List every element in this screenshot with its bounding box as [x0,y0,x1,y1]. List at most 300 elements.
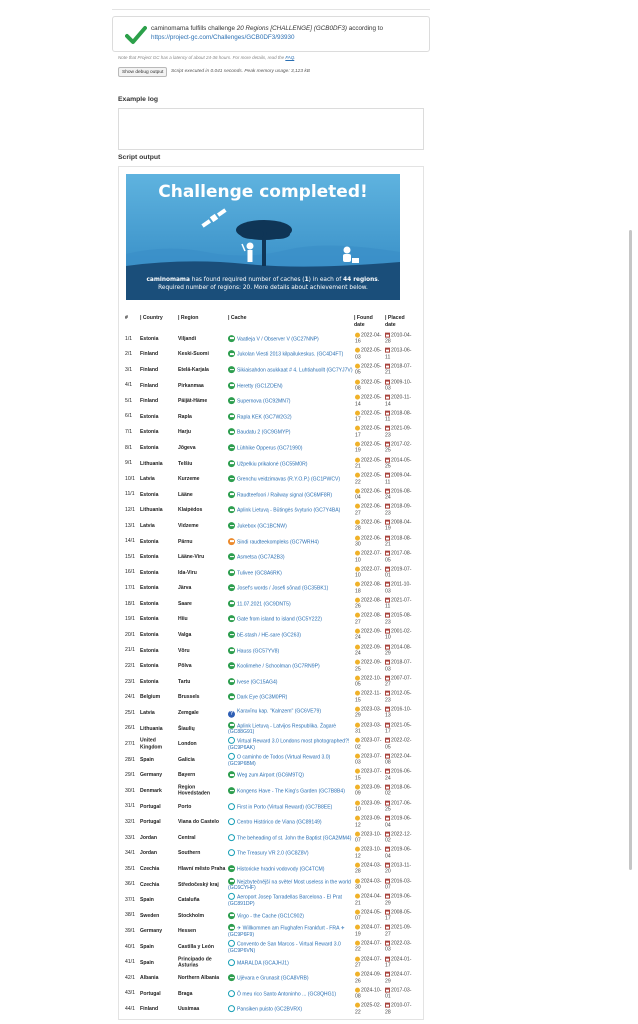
row-region [178,336,228,342]
row-country [140,866,176,872]
table-row [122,814,418,830]
row-cache-link[interactable] [228,990,353,998]
row-region [178,928,228,934]
row-cache-link[interactable] [228,1005,353,1013]
row-found-date-text: 2024-05-07 [355,909,382,922]
banner-title: Challenge completed! [158,182,368,202]
row-country [140,788,176,794]
row-region [178,850,228,856]
row-cache-name: Grenchu veidzimavas (R.Y.O.P.) (GC1PWCV) [237,476,341,483]
traditional-cache-icon [228,974,235,981]
virtual-cache-icon [228,737,235,744]
header-placed-date: | Placed date [385,315,405,328]
smiley-icon [355,395,360,400]
row-region-text: Southern [178,850,201,857]
row-country [140,445,176,451]
table-row [122,425,418,441]
smiley-icon [355,909,360,914]
row-cache-link[interactable] [228,413,353,421]
traditional-cache-icon [228,694,235,701]
row-cache-link[interactable] [228,569,353,577]
row-cache-name: O caminho de Todos (Virtual Reward 3.0) (GC9P6BM) [228,754,331,767]
smiley-icon [355,691,360,696]
row-found-date-text: 2022-06-27 [355,503,382,517]
challenge-name: 20 Regions [CHALLENGE] (GCB0DF3) [236,25,347,32]
row-found-date-text: 2022-05-08 [355,379,382,392]
row-number-text: 31/1 [125,803,135,810]
row-number-text: 25/1 [125,709,135,716]
row-cache-link[interactable] [228,709,353,718]
row-country-text: Germany [140,928,163,935]
table-row [122,440,418,456]
row-cache-link[interactable] [228,366,353,374]
row-found-date-text: 2024-07-22 [355,940,382,953]
row-cache-link[interactable] [228,584,353,592]
row-region-text: Kurzeme [178,475,200,482]
row-region [178,616,228,622]
smiley-icon [355,582,360,587]
row-placed-date-text: 2018-07-21 [385,363,412,376]
row-region [178,785,228,798]
row-country-text: Estonia [140,538,159,545]
row-found-date-text: 2024-07-19 [355,924,382,938]
row-country [140,351,176,357]
calendar-icon [385,332,390,337]
row-placed-date-text: 2012-05-23 [385,691,412,704]
row-cache-link[interactable] [228,522,353,530]
row-number-text: 11/1 [125,491,135,498]
smiley-icon [355,566,360,571]
row-found-date-text: 2023-07-15 [355,769,382,782]
row-placed-date-text: 2019-06-04 [385,846,412,860]
row-found-date [355,629,383,642]
row-cache-name: Raudteefoori / Railway signal (GC6MF8R) [237,492,333,499]
traditional-cache-icon [228,506,235,513]
calendar-icon [385,800,390,805]
row-cache-link[interactable] [228,382,353,390]
row-country [140,835,176,841]
row-cache-link[interactable] [228,959,353,967]
smiley-icon [355,379,360,384]
row-placed-date-text: 2017-02-25 [385,441,412,454]
row-region [178,585,228,591]
row-number [125,507,135,513]
virtual-cache-icon [228,818,235,825]
row-found-date [355,847,383,860]
smiley-icon [355,769,360,774]
row-cache-link[interactable] [228,678,353,686]
row-number-text: 10/1 [125,475,135,482]
row-cache-link[interactable] [228,506,353,514]
row-found-date [355,1003,383,1016]
row-placed-date [385,473,413,486]
row-found-date-text: 2022-09-24 [355,628,382,642]
row-cache-name: Josef's words / Josefi sõnad (GC35BK1) [237,585,329,592]
calendar-icon [385,972,390,977]
row-found-date [355,520,383,533]
calendar-icon [385,473,390,478]
banner-requirement: Required number of regions: 20. More details about achievement below. [158,285,368,292]
calendar-icon [385,597,390,602]
calendar-icon [385,566,390,571]
row-region [178,445,228,451]
banner-num: 1 [304,277,309,283]
calendar-icon [385,847,390,852]
row-placed-date [385,551,413,564]
checkmark-icon [125,24,147,46]
row-found-date-text: 2023-07-03 [355,753,382,766]
row-country [140,913,176,919]
row-country-text: Czechia [140,865,160,872]
row-placed-date-text: 2013-11-20 [385,862,412,875]
row-placed-date [385,582,413,595]
show-debug-output-button[interactable]: Show debug output [118,67,167,77]
table-row [122,518,418,534]
row-cache-link[interactable] [228,444,353,452]
row-number [125,757,135,763]
row-found-date-text: 2022-05-05 [355,363,382,376]
row-number-text: 7/1 [125,429,133,436]
table-row [122,627,418,643]
latency-note [118,55,296,60]
row-region-text: Valga [178,631,192,638]
row-cache-link[interactable] [228,753,353,767]
row-country-text: Estonia [140,647,159,654]
row-country [140,928,176,934]
table-row [122,581,418,597]
row-cache-link[interactable] [228,538,353,546]
row-number [125,928,135,934]
row-region [178,601,228,607]
row-found-date [355,504,383,517]
row-found-date-text: 2023-07-02 [355,737,382,751]
row-placed-date-text: 2018-08-21 [385,535,412,548]
row-country-text: Jordan [140,850,157,857]
smiley-icon [355,894,360,899]
calendar-icon [385,582,390,587]
row-found-date-text: 2022-05-14 [355,394,382,408]
row-cache-link[interactable] [228,893,353,907]
row-cache-name: Asmetsa (GC7A2B3) [237,554,285,561]
row-cache-name: 11.07.2021 (GC9DNT5) [237,601,291,608]
row-region-text: Etelä-Karjala [178,366,209,373]
row-country-text: Portugal [140,990,161,997]
table-row [122,877,418,893]
calendar-icon [385,785,390,790]
row-region-text: Hlavní město Praha [178,865,226,872]
row-placed-date-text: 2019-06-29 [385,893,412,907]
row-country [140,1006,176,1012]
row-cache-link[interactable] [228,737,353,751]
row-region [178,881,228,887]
calendar-icon [385,504,390,509]
row-region-text: London [178,741,197,748]
row-region-text: Keski-Suomi [178,351,209,358]
row-country [140,523,176,529]
row-region-text: Lääne [178,491,193,498]
row-number [125,1006,135,1012]
smiley-icon [355,707,360,712]
row-country [140,382,176,388]
smiley-icon [355,785,360,790]
row-placed-date [385,379,413,392]
row-found-date [355,442,383,455]
row-number [125,710,135,716]
calendar-icon [385,941,390,946]
row-cache-name: The beheading of st. John the Baptist (GCA2MM4) [237,835,352,842]
row-placed-date-text: 2020-11-14 [385,394,412,408]
traditional-cache-icon [228,678,235,685]
smiley-icon [355,457,360,462]
row-placed-date [385,987,413,1000]
row-placed-date [385,894,413,907]
row-cache-link[interactable] [228,912,353,920]
smiley-icon [355,863,360,868]
smiley-icon [355,442,360,447]
page-scrollbar[interactable] [629,230,632,870]
row-region-text: Viana do Castelo [178,819,219,825]
smiley-icon [355,722,360,727]
row-region-text: Braga [178,990,193,997]
row-region [178,647,228,653]
row-placed-date-text: 2016-10-13 [385,706,412,720]
row-country-text: Portugal [140,803,161,810]
traditional-cache-icon [228,553,235,560]
row-region-text: Järva [178,585,192,592]
row-country-text: Spain [140,943,154,950]
row-country [140,507,176,513]
row-number-text: 28/1 [125,756,135,763]
row-cache-link[interactable] [228,335,353,343]
row-cache-link[interactable] [228,647,353,655]
row-number-text: 13/1 [125,522,135,529]
row-region-text: Castilla y León [178,943,214,950]
row-number-text: 27/1 [125,740,135,747]
smiley-icon [355,847,360,852]
row-region [178,741,228,747]
row-number [125,897,135,903]
row-number [125,445,132,451]
smiley-icon [355,800,360,805]
row-country-text: Finland [140,382,159,389]
row-country [140,616,176,622]
row-number [125,601,135,607]
traditional-cache-icon [228,616,235,623]
row-placed-date-text: 2007-07-27 [385,675,412,688]
row-cache-link[interactable] [228,974,353,982]
row-placed-date-text: 2010-04-28 [385,332,412,345]
challenge-link[interactable]: https://project-gc.com/Challenges/GCB0DF3/93930 [151,34,295,41]
virtual-cache-icon [228,940,235,947]
smiley-icon [355,816,360,821]
row-cache-link[interactable] [228,475,353,483]
virtual-cache-icon [228,849,235,856]
row-region [178,367,228,373]
table-row [122,565,418,581]
row-region-text: Principado de Asturias [178,956,212,969]
row-country-text: Estonia [140,413,159,420]
traditional-cache-icon [228,335,235,342]
row-cache-link[interactable] [228,553,353,561]
row-cache-name: Heretty (GC1ZDEN) [237,383,283,390]
virtual-cache-icon [228,1005,235,1012]
row-country [140,803,176,809]
row-cache-link[interactable] [228,803,353,811]
traditional-cache-icon [228,584,235,591]
row-cache-link[interactable] [228,397,353,405]
traditional-cache-icon [228,444,235,451]
calendar-icon [385,925,390,930]
table-row [122,908,418,924]
latency-note-text: Note that Project GC has a latency of about 24-36 hours. For more details, read the [118,55,286,60]
smiley-icon [355,426,360,431]
calendar-icon [385,364,390,369]
row-cache-link[interactable] [228,940,353,954]
row-placed-date [385,566,413,579]
faq-link[interactable]: FAQ [285,55,295,60]
row-country [140,460,176,466]
row-region-text: Saare [178,600,192,607]
traditional-cache-icon [228,631,235,638]
script-execution-info: Script executed in 0.041 seconds. Peak memory usage: 3,123 kB [171,69,310,74]
table-row [122,596,418,612]
row-cache-name: Virgo - the Cache (GC1C902) [237,913,305,920]
row-cache-name: Convento de San Marcos - Virtual Reward 3.0 (GC9P6VN) [228,941,341,954]
row-cache-link[interactable] [228,865,353,873]
row-number-text: 30/1 [125,787,135,794]
row-found-date-text: 2023-03-31 [355,722,382,735]
row-number [125,398,132,404]
row-found-date [355,925,383,938]
row-number [125,491,135,497]
header-found-date: | Found date [354,315,373,328]
row-cache-link[interactable] [228,722,353,736]
table-row [122,721,418,737]
table-row [122,456,418,472]
row-cache-name: Ô meu rico Santo Antoninho ... (GC8QHG1) [237,991,337,998]
smiley-icon [355,941,360,946]
row-placed-date [385,769,413,782]
row-number-text: 20/1 [125,631,135,638]
row-country [140,367,176,373]
row-number [125,429,132,435]
row-number-text: 2/1 [125,351,133,358]
row-number [125,476,135,482]
row-region-text: Ida-Viru [178,569,197,576]
row-country [140,585,176,591]
row-found-date-text: 2022-07-10 [355,566,382,579]
row-found-date [355,488,383,501]
smiley-icon [355,551,360,556]
row-placed-date [385,925,413,938]
traditional-cache-icon [228,722,235,729]
row-number [125,835,135,841]
row-country [140,601,176,607]
row-number [125,850,135,856]
traditional-cache-icon [228,397,235,404]
row-placed-date [385,972,413,985]
row-country-text: Latvia [140,475,155,482]
row-number-text: 14/1 [125,538,135,545]
row-country-text: Estonia [140,491,159,498]
row-placed-date-text: 2010-07-28 [385,1002,412,1016]
row-country-text: Estonia [140,631,159,638]
traditional-cache-icon [228,350,235,357]
smiley-icon [355,348,360,353]
row-cache-link[interactable] [228,428,353,436]
row-region [178,476,228,482]
traditional-cache-icon [228,366,235,373]
challenge-result-box [112,16,430,52]
row-country-text: Lithuania [140,507,163,514]
row-cache-link[interactable] [228,924,353,938]
row-number-text: 9/1 [125,460,133,467]
smiley-icon [355,753,360,758]
calendar-icon [385,816,390,821]
row-region [178,492,228,498]
row-cache-link[interactable] [228,834,353,842]
row-cache-link[interactable] [228,772,353,780]
virtual-cache-icon [228,834,235,841]
row-cache-link[interactable] [228,849,353,857]
row-cache-link[interactable] [228,694,353,702]
row-number [125,679,135,685]
smiley-icon [355,878,360,883]
row-cache-link[interactable] [228,818,353,826]
row-cache-name: Koolimehe / Schoolman (GC7RN9P) [237,663,320,670]
row-number [125,881,135,887]
row-country [140,694,176,700]
row-number-text: 24/1 [125,694,135,701]
calendar-icon [385,987,390,992]
row-region [178,507,228,513]
row-region-text: Galicia [178,756,195,763]
row-cache-link[interactable] [228,600,353,608]
row-cache-name: Historicke hradni vodovody (GC4TCM) [237,866,325,873]
table-row [122,409,418,425]
row-country-text: Finland [140,1006,159,1013]
row-country [140,414,176,420]
smiley-icon [355,987,360,992]
row-cache-link[interactable] [228,877,353,891]
row-placed-date [385,364,413,377]
calendar-icon [385,660,390,665]
row-placed-date-text: 2022-12-02 [385,831,412,844]
row-placed-date-text: 2013-06-11 [385,347,412,361]
virtual-cache-icon [228,990,235,997]
row-cache-link[interactable] [228,662,353,670]
row-found-date-text: 2024-04-21 [355,893,382,907]
header-num: # [125,315,128,321]
row-country-text: Jordan [140,834,157,841]
row-cache-link[interactable] [228,631,353,639]
row-country-text: Estonia [140,429,159,436]
latency-note-end: . [294,55,296,60]
table-row [122,503,418,519]
row-number [125,912,135,918]
row-cache-link[interactable] [228,787,353,795]
row-number [125,382,132,388]
row-region-text: Võru [178,647,190,654]
row-number-text: 8/1 [125,444,133,451]
row-country [140,647,176,653]
row-number-text: 23/1 [125,678,135,685]
row-cache-link[interactable] [228,491,353,499]
row-country-text: Lithuania [140,725,163,732]
row-cache-link[interactable] [228,460,353,468]
row-cache-link[interactable] [228,616,353,624]
row-cache-link[interactable] [228,350,353,358]
